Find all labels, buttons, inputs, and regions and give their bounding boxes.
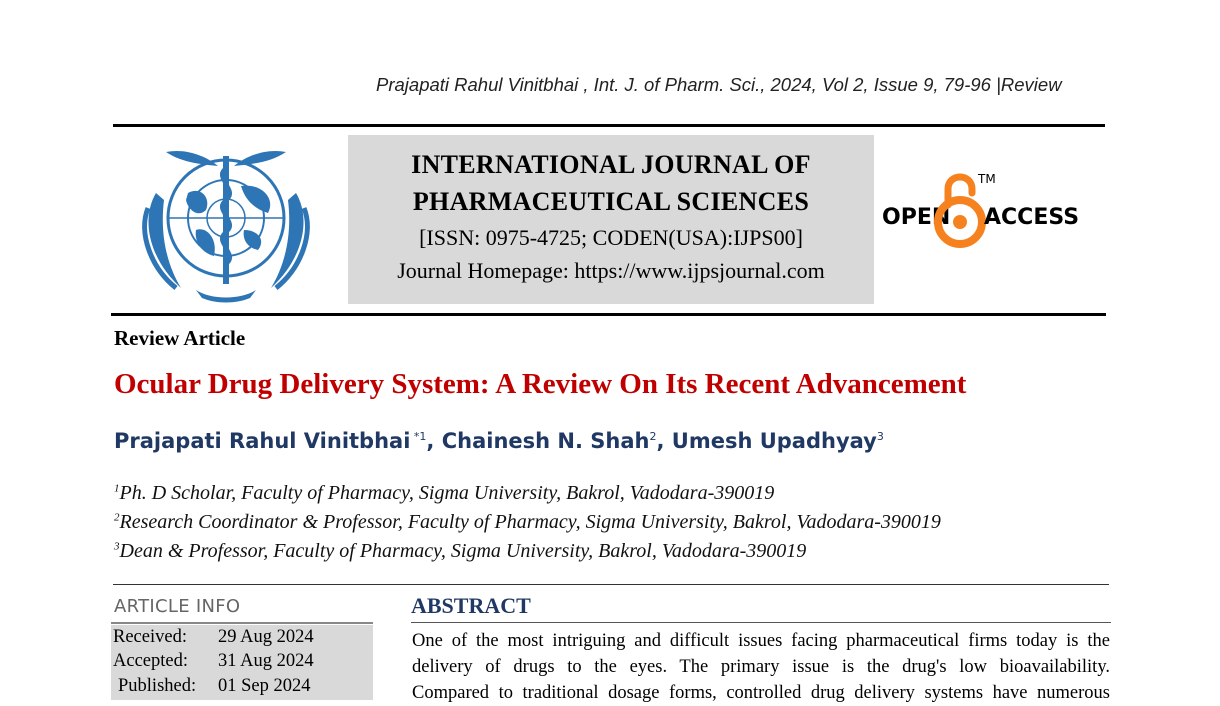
affiliation-2 <box>114 511 941 534</box>
abstract-rule <box>411 622 1111 623</box>
open-access-left-text: OPEN <box>882 205 951 230</box>
journal-homepage[interactable]: Journal Homepage: https://www.ijpsjournal.com <box>397 258 825 283</box>
open-access-right-text: ACCESS <box>984 205 1080 230</box>
section-divider <box>113 584 1109 585</box>
published-date: 01 Sep 2024 <box>218 676 311 696</box>
header-rule-bottom <box>111 313 1106 316</box>
article-type-label: Review Article <box>114 326 246 350</box>
affiliation-number: 3 <box>114 540 120 553</box>
article-info-box <box>111 625 373 700</box>
received-date: 29 Aug 2024 <box>218 627 314 647</box>
published-row <box>118 676 311 697</box>
received-label: Received: <box>113 627 187 647</box>
affiliation-number: 2 <box>114 511 120 524</box>
affiliation-1 <box>114 482 774 505</box>
author-mark: *1 <box>410 430 427 443</box>
abstract-line: delivery of drugs to the eyes. The primary issue is the drug's low bioavailability. <box>412 657 1110 677</box>
accepted-date: 31 Aug 2024 <box>218 651 314 671</box>
affiliation-3 <box>114 540 806 563</box>
author-mark: 2 <box>649 430 657 443</box>
published-label: Published: <box>118 676 197 696</box>
abstract-text <box>412 628 1110 706</box>
journal-header-box <box>348 135 874 304</box>
author-name[interactable]: Chainesh N. Shah <box>441 429 650 453</box>
author-separator: , <box>656 429 672 453</box>
affiliation-text: Dean & Professor, Faculty of Pharmacy, Sigma University, Bakrol, Vadodara-390019 <box>119 540 807 562</box>
open-access-tm: TM <box>978 172 996 186</box>
who-emblem-icon <box>126 138 326 306</box>
header-rule-top <box>113 124 1105 127</box>
affiliation-number: 1 <box>114 482 120 495</box>
journal-issn: [ISSN: 0975-4725; CODEN(USA):IJPS00] <box>419 225 803 250</box>
author-list <box>114 429 884 453</box>
abstract-heading: ABSTRACT <box>411 593 531 618</box>
abstract-line: One of the most intriguing and difficult issues facing pharmaceutical firms today is the <box>412 631 1110 651</box>
accepted-row <box>113 651 314 672</box>
affiliation-text: Research Coordinator & Professor, Faculty of Pharmacy, Sigma University, Bakrol, Vadodara-390019 <box>119 511 941 533</box>
author-name[interactable]: Prajapati Rahul Vinitbhai <box>114 429 411 453</box>
author-mark: 3 <box>876 430 884 443</box>
article-info-heading: ARTICLE INFO <box>114 596 241 617</box>
journal-title-line-1: INTERNATIONAL JOURNAL OF <box>411 150 811 179</box>
received-row <box>113 627 314 648</box>
accepted-label: Accepted: <box>113 651 188 671</box>
affiliation-text: Ph. D Scholar, Faculty of Pharmacy, Sigma University, Bakrol, Vadodara-390019 <box>119 482 775 504</box>
article-info-rule <box>111 622 373 624</box>
journal-title-line-2: PHARMACEUTICAL SCIENCES <box>412 187 810 216</box>
author-separator: , <box>426 429 442 453</box>
open-access-logo-icon <box>880 165 1110 255</box>
running-header-citation: Prajapati Rahul Vinitbhai , Int. J. of Pharm. Sci., 2024, Vol 2, Issue 9, 79-96 |Review <box>376 74 1062 95</box>
abstract-line: Compared to traditional dosage forms, controlled drug delivery systems have numerous <box>412 683 1110 703</box>
article-title: Ocular Drug Delivery System: A Review On Its Recent Advancement <box>114 368 967 400</box>
author-name[interactable]: Umesh Upadhyay <box>671 429 877 453</box>
